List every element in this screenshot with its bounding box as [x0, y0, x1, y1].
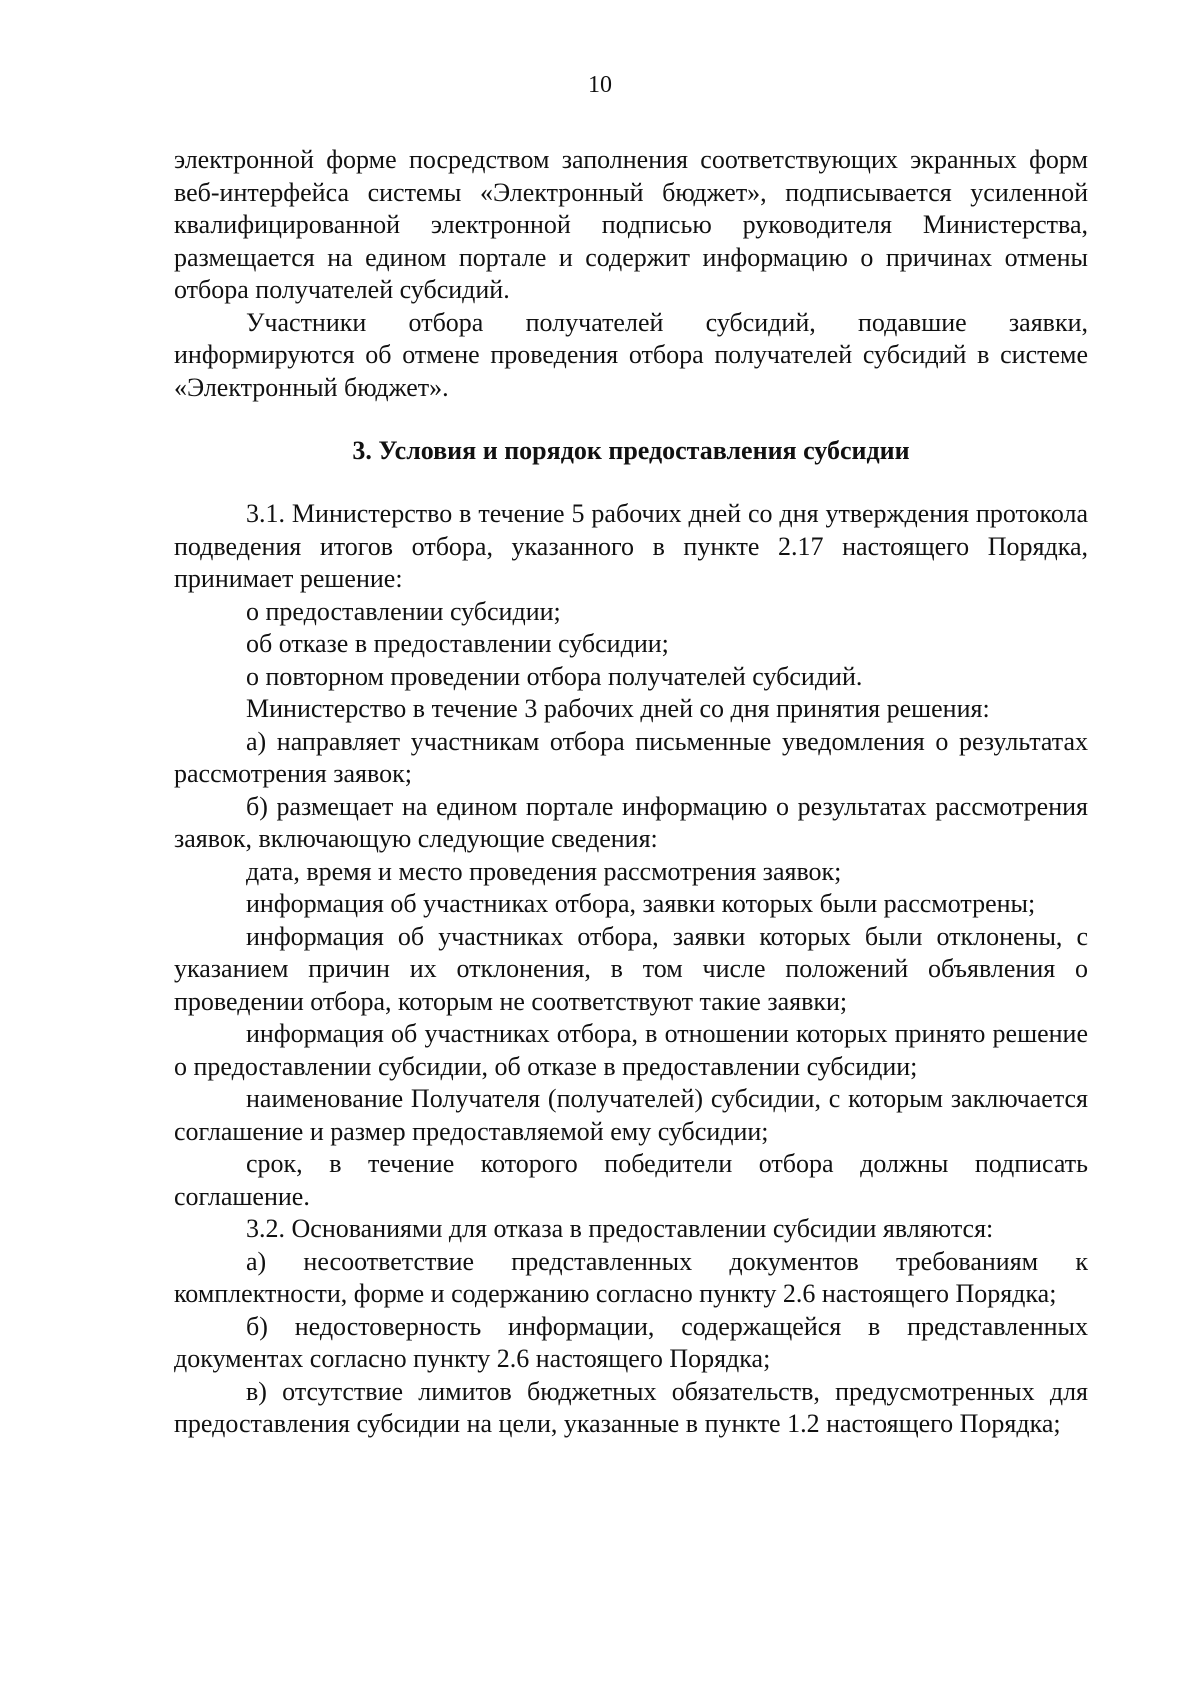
list-item: срок, в течение которого победители отбора должны подписать соглашение.	[174, 1149, 1088, 1211]
list-item: информация об участниках отбора, в отношении которых принято решение о предоставлении субсидии, об отказе в предоставлении субсидии;	[174, 1019, 1088, 1081]
list-item: а) несоответствие представленных документов требованиям к комплектности, форме и содержанию согласно пункту 2.6 настоящего Порядка;	[174, 1246, 1088, 1308]
list-item: о предоставлении субсидии;	[246, 596, 561, 626]
page-body	[174, 144, 1088, 1441]
list-item: б) недостоверность информации, содержащейся в представленных документах согласно пункту 2.6 настоящего Порядка;	[174, 1311, 1088, 1373]
list-item: наименование Получателя (получателей) субсидии, с которым заключается соглашение и размер предоставляемой ему субсидии;	[174, 1084, 1088, 1146]
list-item: информация об участниках отбора, заявки которых были рассмотрены;	[246, 889, 1036, 918]
list-item: а) направляет участникам отбора письменные уведомления о результатах рассмотрения заявок;	[174, 726, 1088, 788]
paragraph: Участники отбора получателей субсидий, подавшие заявки, информируются об отмене проведения отбора получателей субсидий в системе «Электронный бюджет».	[174, 307, 1088, 402]
list-item: в) отсутствие лимитов бюджетных обязательств, предусмотренных для предоставления субсидии на цели, указанные в пункте 1.2 настоящего Порядка;	[174, 1376, 1088, 1438]
list-item: о повторном проведении отбора получателей субсидий.	[246, 661, 863, 691]
list-item: информация об участниках отбора, заявки которых были отклонены, с указанием причин их отклонения, в том числе положений объявления о проведении отбора, которым не соответствуют такие заявки;	[174, 921, 1088, 1016]
section-heading: 3. Условия и порядок предоставления субсидии	[352, 436, 910, 465]
paragraph-continuation: электронной форме посредством заполнения соответствующих экранных форм веб-интерфейса системы «Электронный бюджет», подписывается усиленной квалифицированной электронной подписью руководителя Министерства, размещается на едином портале и содержит информацию о причинах отмены отбора получателей субсидий.	[174, 145, 1088, 304]
list-item: дата, время и место проведения рассмотрения заявок;	[246, 856, 842, 886]
paragraph-3-1: 3.1. Министерство в течение 5 рабочих дней со дня утверждения протокола подведения итогов отбора, указанного в пункте 2.17 настоящего Порядка, принимает решение:	[174, 499, 1088, 593]
list-item: об отказе в предоставлении субсидии;	[246, 629, 669, 658]
page-number: 10	[588, 72, 612, 98]
paragraph-3-2: 3.2. Основаниями для отказа в предоставлении субсидии являются:	[246, 1214, 994, 1243]
list-item: б) размещает на едином портале информацию о результатах рассмотрения заявок, включающую следующие сведения:	[174, 791, 1088, 853]
paragraph: Министерство в течение 3 рабочих дней со дня принятия решения:	[246, 694, 990, 723]
